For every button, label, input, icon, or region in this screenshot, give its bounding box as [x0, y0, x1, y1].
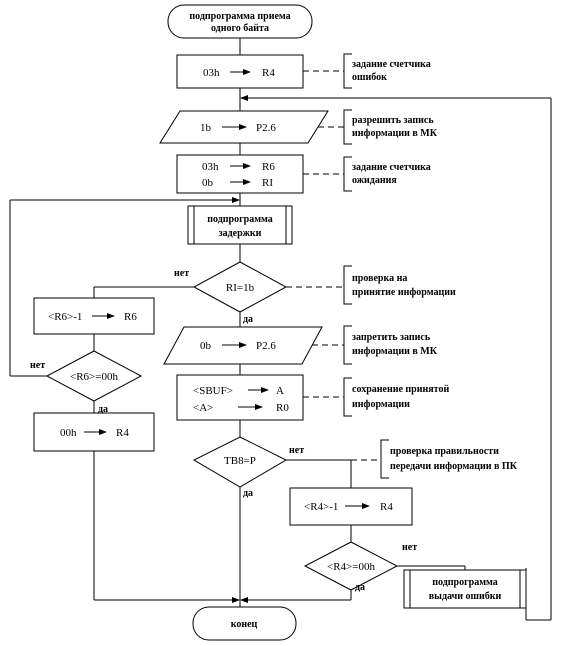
d1-text: RI=1b [225, 282, 255, 294]
c2-line-2: информации в МК [352, 128, 437, 139]
l2-left: 00h [60, 427, 77, 439]
b1-right: R4 [262, 67, 275, 79]
c7-line-1: проверка правильности [390, 446, 499, 457]
d2-text: TB8=P [224, 455, 256, 467]
c4-line-2: принятие информации [352, 287, 456, 298]
c1-line-1: задание счетчика [352, 59, 431, 70]
l2-right: R4 [116, 427, 129, 439]
c3-line-2: ожидания [352, 175, 397, 186]
process-b3 [177, 155, 303, 193]
comment-bracket [344, 157, 352, 191]
b7-left: <R4>-1 [304, 501, 339, 513]
b6-l1-left: <SBUF> [193, 385, 233, 397]
b2-left: 1b [200, 122, 211, 134]
label-no: нет [289, 445, 305, 456]
comment-bracket [344, 266, 352, 304]
b2-right: P2.6 [256, 122, 276, 134]
c5-line-2: информации в МК [352, 346, 437, 357]
b3-l2-right: RI [262, 177, 273, 189]
c6-line-2: информации [352, 399, 410, 410]
label-no: нет [30, 360, 46, 371]
comment-bracket [381, 440, 389, 478]
b6-l1-right: A [276, 385, 284, 397]
b6-l2-right: R0 [276, 402, 289, 414]
label-no: нет [402, 542, 418, 553]
c1-line-2: ошибок [352, 72, 387, 83]
c4-line-1: проверка на [352, 273, 408, 284]
b3-l1-left: 03h [202, 161, 219, 173]
b3-l1-right: R6 [262, 161, 275, 173]
comment-bracket [344, 54, 352, 88]
d4-text: <R6>=00h [70, 371, 118, 383]
b7-right: R4 [380, 501, 393, 513]
start-text-1: подпрограмма приема [189, 11, 291, 22]
comment-bracket [344, 326, 352, 364]
b3-l2-left: 0b [202, 177, 213, 189]
c5-line-1: запретить запись [352, 332, 431, 343]
label-yes: да [355, 582, 366, 593]
b1-left: 03h [203, 67, 220, 79]
c2-line-1: разрешить запись [352, 115, 434, 126]
start-text-2: одного байта [210, 23, 270, 34]
comment-bracket [344, 378, 352, 416]
c6-line-1: сохранение принятой [352, 384, 450, 395]
comment-bracket [344, 110, 352, 144]
subroutine-error [404, 570, 526, 608]
b8-text-1: подпрограмма [432, 577, 498, 588]
label-yes: да [243, 314, 254, 325]
c3-line-1: задание счетчика [352, 162, 431, 173]
d3-text: <R4>=00h [327, 561, 375, 573]
b4-text-2: задержки [218, 228, 262, 239]
c7-line-2: передачи информации в ПК [390, 461, 517, 472]
b8-text-2: выдачи ошибки [428, 591, 502, 602]
label-yes: да [243, 488, 254, 499]
label-yes: да [98, 404, 109, 415]
l1-right: R6 [124, 311, 137, 323]
b6-l2-left: <A> [193, 402, 214, 414]
end-text: конец [230, 619, 258, 630]
b5-right: P2.6 [256, 340, 276, 352]
label-no: нет [174, 268, 190, 279]
b4-text-1: подпрограмма [207, 214, 273, 225]
b5-left: 0b [200, 340, 211, 352]
l1-left: <R6>-1 [48, 311, 83, 323]
